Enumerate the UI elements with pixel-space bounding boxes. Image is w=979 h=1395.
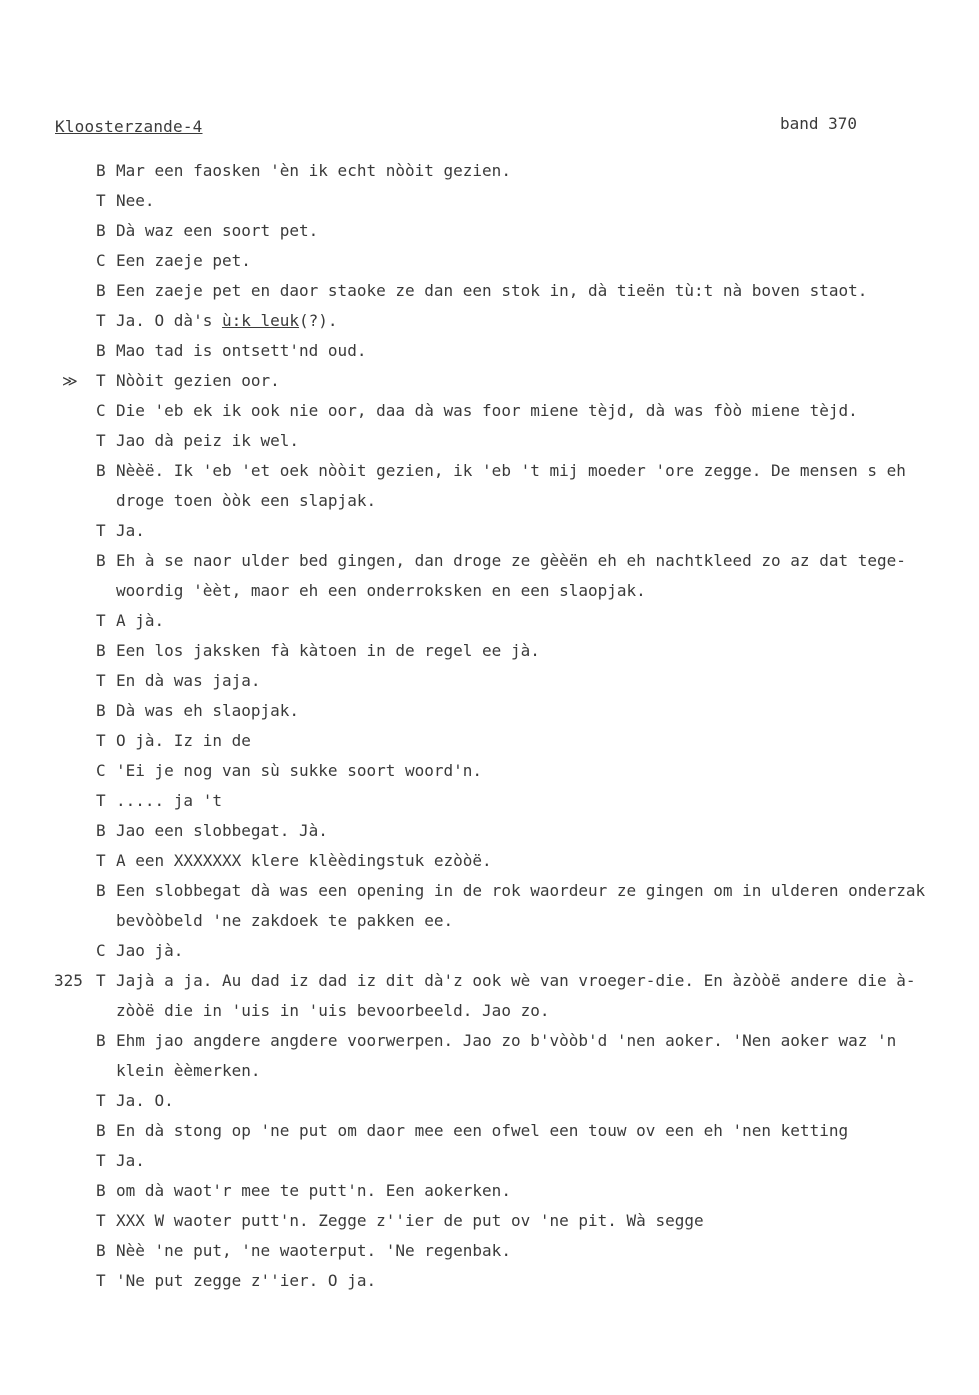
utterance-text: 'Ei je nog van sù sukke soort woord'n. xyxy=(116,761,483,780)
utterance-text: droge toen òòk een slapjak. xyxy=(116,491,377,510)
transcript-line xyxy=(96,336,966,366)
speaker-label: B xyxy=(96,341,106,360)
speaker-label: B xyxy=(96,1241,106,1260)
transcript-line xyxy=(96,876,966,906)
speaker-label: T xyxy=(96,371,106,390)
utterance-text: O jà. Iz in de xyxy=(116,731,251,750)
transcript-line xyxy=(54,966,966,996)
transcript-line xyxy=(96,1176,966,1206)
utterance-text: Jajà a ja. Au dad iz dad iz dit dà'z ook wè van vroeger-die. En àzòòë andere die à- xyxy=(116,971,916,990)
utterance-text: Ehm jao angdere angdere voorwerpen. Jao zo b'vòòb'd 'nen aoker. 'Nen aoker waz 'n xyxy=(116,1031,897,1050)
transcript-line xyxy=(96,1146,966,1176)
speaker-label: B xyxy=(96,701,106,720)
transcript-line xyxy=(96,696,966,726)
utterance-text: Ja. xyxy=(116,1151,145,1170)
transcript-line xyxy=(96,426,966,456)
line-number: 325 xyxy=(54,971,83,990)
speaker-label: B xyxy=(96,641,106,660)
speaker-label: T xyxy=(96,731,106,750)
transcript-line xyxy=(96,156,966,186)
speaker-label: T xyxy=(96,191,106,210)
speaker-label: B xyxy=(96,1031,106,1050)
transcript xyxy=(54,156,966,1296)
transcript-line xyxy=(96,216,966,246)
speaker-label: B xyxy=(96,881,106,900)
speaker-label: B xyxy=(96,551,106,570)
speaker-label: C xyxy=(96,941,106,960)
underlined-phrase: ù:k leuk xyxy=(221,311,300,330)
utterance-text xyxy=(116,311,338,330)
utterance-text: om dà waot'r mee te putt'n. Een aokerken. xyxy=(116,1181,511,1200)
speaker-label: T xyxy=(96,611,106,630)
transcript-line xyxy=(62,366,966,396)
transcript-line xyxy=(96,1056,966,1086)
transcript-line xyxy=(96,456,966,486)
utterance-text: Jao dà peiz ik wel. xyxy=(116,431,300,450)
utterance-text: En dà was jaja. xyxy=(116,671,261,690)
utterance-text: Een zaeje pet en daor staoke ze dan een stok in, dà tieën tù:t nà boven staot. xyxy=(116,281,868,300)
speaker-label: T xyxy=(96,311,106,330)
transcript-line xyxy=(96,906,966,936)
utterance-text: Nèèë. Ik 'eb 'et oek nòòit gezien, ik 'eb 't mij moeder 'ore zegge. De mensen s eh xyxy=(116,461,906,480)
utterance-text: Een los jaksken fà kàtoen in de regel ee jà. xyxy=(116,641,540,660)
transcript-line xyxy=(96,1236,966,1266)
utterance-text: A jà. xyxy=(116,611,165,630)
utterance-text: Jao een slobbegat. Jà. xyxy=(116,821,328,840)
speaker-label: B xyxy=(96,221,106,240)
speaker-label: T xyxy=(96,1151,106,1170)
speaker-label: T xyxy=(96,1271,106,1290)
speaker-label: B xyxy=(96,821,106,840)
transcript-line xyxy=(96,576,966,606)
transcript-line xyxy=(96,606,966,636)
speaker-label: T xyxy=(96,851,106,870)
transcript-line xyxy=(96,1266,966,1296)
utterance-text: woordig 'èèt, maor eh een onderroksken en een slaopjak. xyxy=(116,581,646,600)
transcript-line xyxy=(96,306,966,336)
transcript-line xyxy=(96,1086,966,1116)
transcript-line xyxy=(96,756,966,786)
speaker-label: C xyxy=(96,761,106,780)
utterance-text: En dà stong op 'ne put om daor mee een ofwel een touw ov een eh 'nen ketting xyxy=(116,1121,849,1140)
utterance-text: A een XXXXXXX klere klèèdingstuk ezòòë. xyxy=(116,851,492,870)
utterance-text: Een slobbegat dà was een opening in de rok waordeur ze gingen om in ulderen onderzak xyxy=(116,881,926,900)
transcript-line xyxy=(96,816,966,846)
transcript-line xyxy=(96,246,966,276)
utterance-text: Mao tad is ontsett'nd oud. xyxy=(116,341,367,360)
speaker-label: B xyxy=(96,461,106,480)
utterance-text: Ja. xyxy=(116,521,145,540)
utterance-text: Jao jà. xyxy=(116,941,184,960)
transcript-line xyxy=(96,546,966,576)
utterance-text: bevòòbeld 'ne zakdoek te pakken ee. xyxy=(116,911,454,930)
speaker-label: C xyxy=(96,401,106,420)
speaker-label: T xyxy=(96,1091,106,1110)
utterance-text: Nòòit gezien oor. xyxy=(116,371,280,390)
utterance-text: 'Ne put zegge z''ier. O ja. xyxy=(116,1271,377,1290)
transcript-line xyxy=(96,1116,966,1146)
speaker-label: T xyxy=(96,521,106,540)
transcript-line xyxy=(96,1206,966,1236)
utterance-text: Die 'eb ek ik ook nie oor, daa dà was foor miene tèjd, dà was fòò miene tèjd. xyxy=(116,401,858,420)
speaker-label: B xyxy=(96,1121,106,1140)
utterance-text: Ja. O. xyxy=(116,1091,174,1110)
margin-marker: ≫ xyxy=(62,372,78,390)
utterance-text: Eh à se naor ulder bed gingen, dan droge ze gèèën eh eh nachtkleed zo az dat tege- xyxy=(116,551,906,570)
transcript-line xyxy=(96,726,966,756)
transcript-line xyxy=(96,186,966,216)
transcript-line xyxy=(96,846,966,876)
transcript-line xyxy=(96,786,966,816)
utterance-text: Nee. xyxy=(116,191,155,210)
utterance-text: Dà was eh slaopjak. xyxy=(116,701,300,720)
transcript-line xyxy=(96,486,966,516)
speaker-label: B xyxy=(96,1181,106,1200)
speaker-label: T xyxy=(96,791,106,810)
utterance-text: ..... ja 't xyxy=(116,791,222,810)
utterance-text-part: Ja. O dà's xyxy=(116,311,222,330)
transcript-line xyxy=(96,396,966,426)
speaker-label: B xyxy=(96,281,106,300)
transcript-line xyxy=(96,1026,966,1056)
utterance-text: klein èèmerken. xyxy=(116,1061,261,1080)
utterance-text: zòòë die in 'uis in 'uis bevoorbeeld. Jao zo. xyxy=(116,1001,550,1020)
transcript-line xyxy=(96,666,966,696)
document-title: Kloosterzande-4 xyxy=(55,117,203,136)
speaker-label: C xyxy=(96,251,106,270)
utterance-text: Een zaeje pet. xyxy=(116,251,251,270)
utterance-text: Mar een faosken 'èn ik echt nòòit gezien. xyxy=(116,161,511,180)
band-number: band 370 xyxy=(780,114,858,133)
speaker-label: T xyxy=(96,1211,106,1230)
transcript-line xyxy=(96,276,966,306)
transcript-line xyxy=(96,636,966,666)
utterance-text: Nèè 'ne put, 'ne waoterput. 'Ne regenbak. xyxy=(116,1241,511,1260)
speaker-label: T xyxy=(96,431,106,450)
transcript-line xyxy=(96,516,966,546)
transcript-line xyxy=(96,936,966,966)
utterance-text-part: (?). xyxy=(299,311,338,330)
speaker-label: B xyxy=(96,161,106,180)
transcript-line xyxy=(96,996,966,1026)
utterance-text: Dà waz een soort pet. xyxy=(116,221,319,240)
speaker-label: T xyxy=(96,971,106,990)
utterance-text: XXX W waoter putt'n. Zegge z''ier de put ov 'ne pit. Wà segge xyxy=(116,1211,704,1230)
speaker-label: T xyxy=(96,671,106,690)
